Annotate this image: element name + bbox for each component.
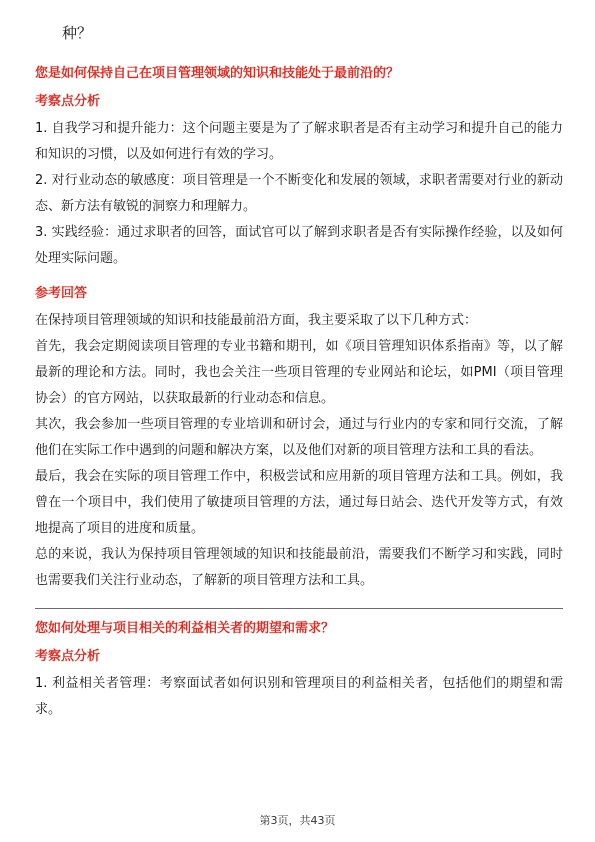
page-number: 第3页，共43页 bbox=[259, 814, 336, 827]
analysis-heading: 考察点分析 bbox=[35, 94, 101, 109]
analysis-heading: 考察点分析 bbox=[35, 649, 101, 664]
answer-heading: 参考回答 bbox=[35, 286, 88, 301]
answer-paragraph: 在保持项目管理领域的知识和技能最前沿方面，我主要采取了以下几种方式： bbox=[35, 313, 478, 328]
question-heading: 您如何处理与项目相关的利益相关者的期望和需求？ bbox=[35, 621, 335, 636]
section-divider bbox=[35, 608, 563, 609]
answer-paragraph: 总的来说，我认为保持项目管理领域的知识和技能最前沿，需要我们不断学习和实践，同时也需要我们关注行业动态，了解新的项目管理方法和工具。 bbox=[35, 547, 563, 588]
analysis-paragraph: 1. 利益相关者管理：考察面试者如何识别和管理项目的利益相关者，包括他们的期望和需求。 bbox=[35, 676, 563, 717]
answer-paragraph: 最后，我会在实际的项目管理工作中，积极尝试和应用新的项目管理方法和工具。例如，我曾在一个项目中，我们使用了敏捷项目管理的方法，通过每日站会、迭代开发等方式，有效地提高了项目的进度和质量。 bbox=[35, 469, 563, 536]
page-content bbox=[35, 64, 563, 723]
question-heading: 您是如何保持自己在项目管理领域的知识和技能处于最前沿的？ bbox=[35, 66, 400, 81]
analysis-paragraph: 3. 实践经验：通过求职者的回答，面试官可以了解到求职者是否有实际操作经验，以及如何处理实际问题。 bbox=[35, 225, 563, 266]
analysis-paragraph: 2. 对行业动态的敏感度：项目管理是一个不断变化和发展的领域，求职者需要对行业的新动态、新方法有敏锐的洞察力和理解力。 bbox=[35, 173, 563, 214]
answer-paragraph: 其次，我会参加一些项目管理的专业培训和研讨会，通过与行业内的专家和同行交流，了解他们在实际工作中遇到的问题和解决方案，以及他们对新的项目管理方法和工具的看法。 bbox=[35, 417, 563, 458]
answer-paragraph: 首先，我会定期阅读项目管理的专业书籍和期刊，如《项目管理知识体系指南》等，以了解最新的理论和方法。同时，我也会关注一些项目管理的专业网站和论坛，如PMI（项目管理协会）的官方网站，以获取最新的行业动态和信息。 bbox=[35, 339, 563, 406]
analysis-paragraph: 1. 自我学习和提升能力：这个问题主要是为了了解求职者是否有主动学习和提升自己的能力和知识的习惯，以及如何进行有效的学习。 bbox=[35, 121, 563, 162]
continued-text: 种？ bbox=[62, 24, 93, 42]
